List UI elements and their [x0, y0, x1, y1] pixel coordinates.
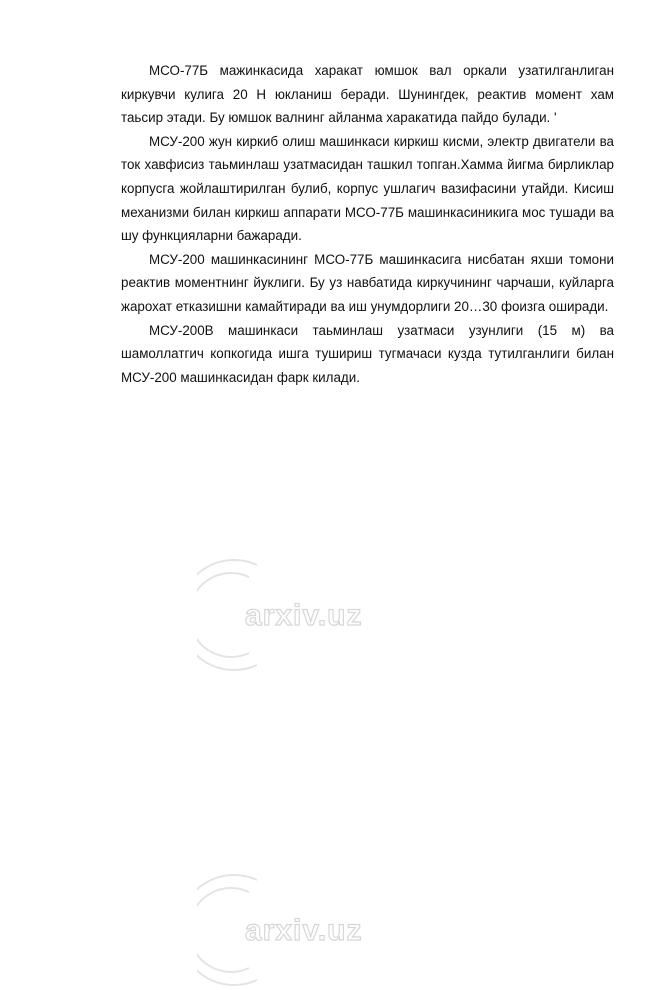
watermark-logo-graphic [197, 555, 417, 675]
watermark-logo [197, 870, 417, 990]
paragraph-4: МСУ-200В машинкаси таьминлаш узатмаси узунлиги (15 м) ва шамоллатгич копкогида ишга тушириш тугмачаси кузда тутилганлиги билан МСУ-200 машинкасидан фарк килади. [121, 322, 614, 385]
watermark-text: arxiv.uz [245, 914, 363, 947]
watermark-logo [197, 555, 417, 675]
watermark-text: arxiv.uz [245, 599, 363, 632]
paragraph-2: МСУ-200 жун киркиб олиш машинкаси киркиш кисми, электр двигатели ва ток хавфисиз таьминлаш узатмасидан ташкил топган.Хамма йигма бирликлар корпусга жойлаштирилган булиб, корпус ушлагич вазифасини утайди. Кисиш механизми билан киркиш аппарати МСО-77Б машинкасиникига мос тушади ва шу функцияларни бажаради. [121, 133, 614, 244]
paragraph-1: МСО-77Б мажинкасида харакат юмшок вал оркали узатилганлиган киркувчи кулига 20 Н юкланиш беради. Шунингдек, реактив момент хам таьсир этади. Бу юмшок валнинг айланма харакатида пайдо булади. ' [121, 63, 614, 126]
paragraph-3: МСУ-200 машинкасининг МСО-77Б машинкасига нисбатан яхши томони реактив моментнинг йуклиги. Бу уз навбатида киркучининг чарчаши, куйларга жарохат етказишни камайтиради ва иш унумдорлиги 20…30 фоизга оширади. [121, 251, 614, 314]
document-body [121, 59, 614, 389]
watermark-logo-graphic [197, 870, 417, 990]
